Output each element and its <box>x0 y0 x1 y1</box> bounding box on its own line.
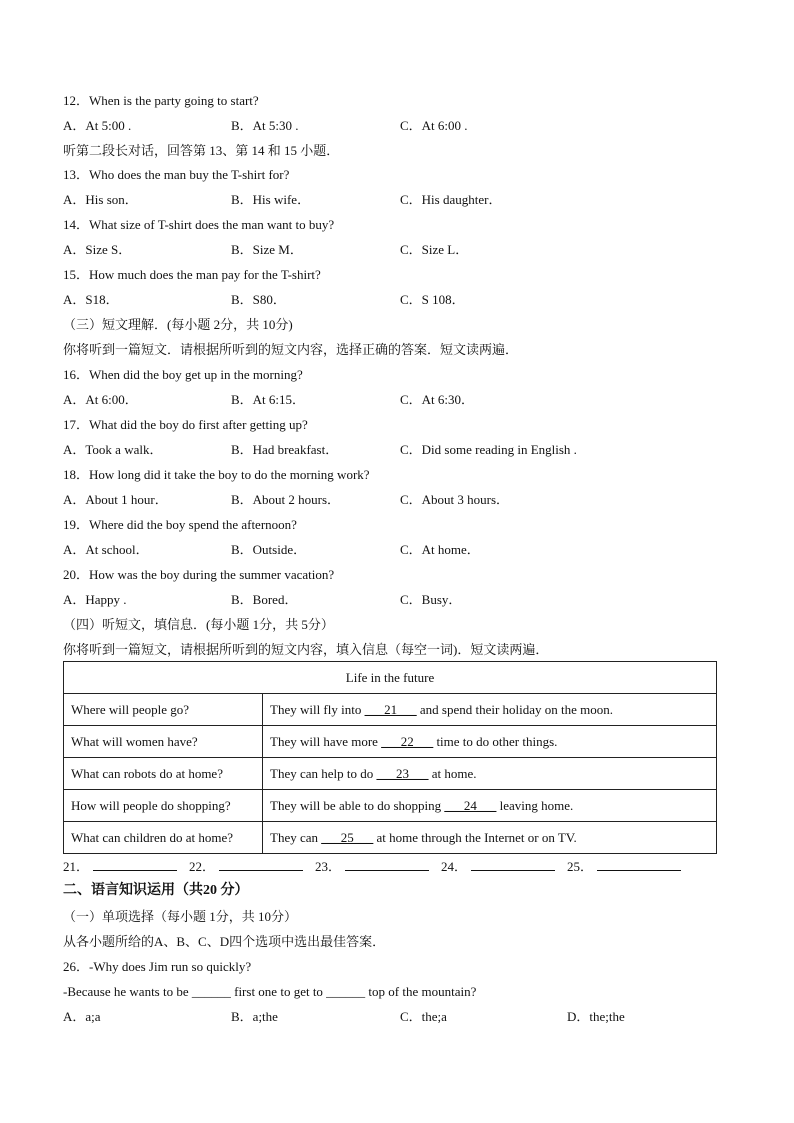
question-15-stem: 15．How much does the man pay for the T-shirt? <box>63 267 321 282</box>
option-b: B．About 2 hours． <box>231 492 341 507</box>
option-b: B．At 5:30 . <box>231 118 299 133</box>
answer-line <box>471 858 555 871</box>
part-2-title: 二、语言知识运用（共20 分） <box>63 883 249 898</box>
option-c: C．Size L． <box>400 242 469 257</box>
info-table <box>63 661 717 854</box>
option-c: C．At 6:00 . <box>400 118 468 133</box>
option-a: A．His son． <box>63 192 138 207</box>
table-answer-cell: They can ___25___ at home through the Internet or on TV. <box>263 822 717 854</box>
question-14-options <box>63 242 723 258</box>
blank-22: ___22___ <box>381 733 434 749</box>
option-b: B．a;the <box>231 1009 278 1024</box>
table-question: Where will people go? <box>64 694 263 726</box>
part-2-instruction: 从各小题所给的A、B、C、D四个选项中选出最佳答案． <box>63 934 386 949</box>
part-2-subsection-title: （一）单项选择（每小题 1分，共 10分） <box>63 909 298 924</box>
table-answer-cell: They will fly into ___21___ and spend their holiday on the moon. <box>263 694 717 726</box>
blank-24: ___24___ <box>444 797 497 813</box>
table-answer-cell: They will have more ___22___ time to do other things. <box>263 726 717 758</box>
question-20-stem: 20．How was the boy during the summer vacation? <box>63 567 335 582</box>
table-question: What can children do at home? <box>64 822 263 854</box>
option-b: B．Bored． <box>231 592 298 607</box>
table-row <box>64 790 717 822</box>
section-3-instruction: 你将听到一篇短文．请根据所听到的短文内容，选择正确的答案．短文读两遍． <box>63 342 519 357</box>
question-13-stem: 13．Who does the man buy the T-shirt for? <box>63 167 290 182</box>
question-14-stem: 14．What size of T-shirt does the man want to buy? <box>63 217 335 232</box>
blank-21: ___21___ <box>364 701 417 717</box>
question-19-options <box>63 542 723 558</box>
option-c: C．His daughter． <box>400 192 502 207</box>
answer-25: 25． <box>567 858 681 875</box>
table-question: How will people do shopping? <box>64 790 263 822</box>
option-b: B．Outside． <box>231 542 307 557</box>
option-a: A．Size S． <box>63 242 132 257</box>
question-19-stem: 19．Where did the boy spend the afternoon? <box>63 517 297 532</box>
answer-21: 21． <box>63 858 177 875</box>
question-26-options <box>63 1009 723 1025</box>
table-answer-cell: They can help to do ___23___ at home. <box>263 758 717 790</box>
question-16-options <box>63 392 723 408</box>
question-13-options <box>63 192 723 208</box>
blank-23: ___23___ <box>376 765 429 781</box>
option-a: A．At 6:00． <box>63 392 138 407</box>
table-row <box>64 822 717 854</box>
answer-23: 23． <box>315 858 429 875</box>
question-15-options <box>63 292 723 308</box>
option-a: A．At school． <box>63 542 149 557</box>
option-c: C．Busy． <box>400 592 462 607</box>
option-c: C．At 6:30． <box>400 392 475 407</box>
question-16-stem: 16．When did the boy get up in the morning? <box>63 367 303 382</box>
table-header-row <box>64 662 717 694</box>
option-b: B．Had breakfast． <box>231 442 339 457</box>
option-c: C．Did some reading in English . <box>400 442 577 457</box>
option-c: C．About 3 hours． <box>400 492 510 507</box>
table-row <box>64 694 717 726</box>
blank-25: ___25___ <box>321 829 374 845</box>
option-b: B．S80． <box>231 292 286 307</box>
question-18-stem: 18．How long did it take the boy to do the morning work? <box>63 467 370 482</box>
option-a: A．Took a walk． <box>63 442 163 457</box>
option-a: A．S18． <box>63 292 119 307</box>
question-18-options <box>63 492 723 508</box>
question-17-options <box>63 442 723 458</box>
answer-22: 22． <box>189 858 303 875</box>
question-12-options <box>63 118 723 134</box>
option-b: B．His wife． <box>231 192 311 207</box>
dialog-2-instruction: 听第二段长对话，回答第 13、第 14 和 15 小题． <box>63 143 340 158</box>
option-a: A．Happy . <box>63 592 127 607</box>
answer-line <box>597 858 681 871</box>
answer-line <box>93 858 177 871</box>
section-4-instruction: 你将听到一篇短文，请根据所听到的短文内容，填入信息（每空一词)．短文读两遍． <box>63 642 549 657</box>
table-question: What will women have? <box>64 726 263 758</box>
question-20-options <box>63 592 723 608</box>
option-c: C．S 108． <box>400 292 465 307</box>
answer-line <box>219 858 303 871</box>
question-12-stem: 12．When is the party going to start? <box>63 93 259 108</box>
question-17-stem: 17．What did the boy do first after getting up? <box>63 417 308 432</box>
option-b: B．At 6:15． <box>231 392 306 407</box>
option-c: C．At home． <box>400 542 480 557</box>
table-question: What can robots do at home? <box>64 758 263 790</box>
table-title: Life in the future <box>64 662 717 694</box>
answer-line <box>345 858 429 871</box>
option-c: C．the;a <box>400 1009 447 1024</box>
option-a: A．a;a <box>63 1009 101 1024</box>
table-row <box>64 758 717 790</box>
option-a: A．At 5:00 . <box>63 118 132 133</box>
table-row <box>64 726 717 758</box>
option-b: B．Size M． <box>231 242 303 257</box>
answer-blanks <box>63 858 723 874</box>
question-26-stem-2: -Because he wants to be ______ first one to get to ______ top of the mountain? <box>63 984 477 999</box>
table-answer-cell: They will be able to do shopping ___24___ leaving home. <box>263 790 717 822</box>
section-3-title: （三）短文理解．(每小题 2分，共 10分) <box>63 317 293 332</box>
section-4-title: （四）听短文，填信息．(每小题 1分，共 5分） <box>63 617 334 632</box>
option-a: A．About 1 hour． <box>63 492 168 507</box>
answer-24: 24． <box>441 858 555 875</box>
question-26-stem-1: 26．-Why does Jim run so quickly? <box>63 959 252 974</box>
option-d: D．the;the <box>567 1009 625 1024</box>
